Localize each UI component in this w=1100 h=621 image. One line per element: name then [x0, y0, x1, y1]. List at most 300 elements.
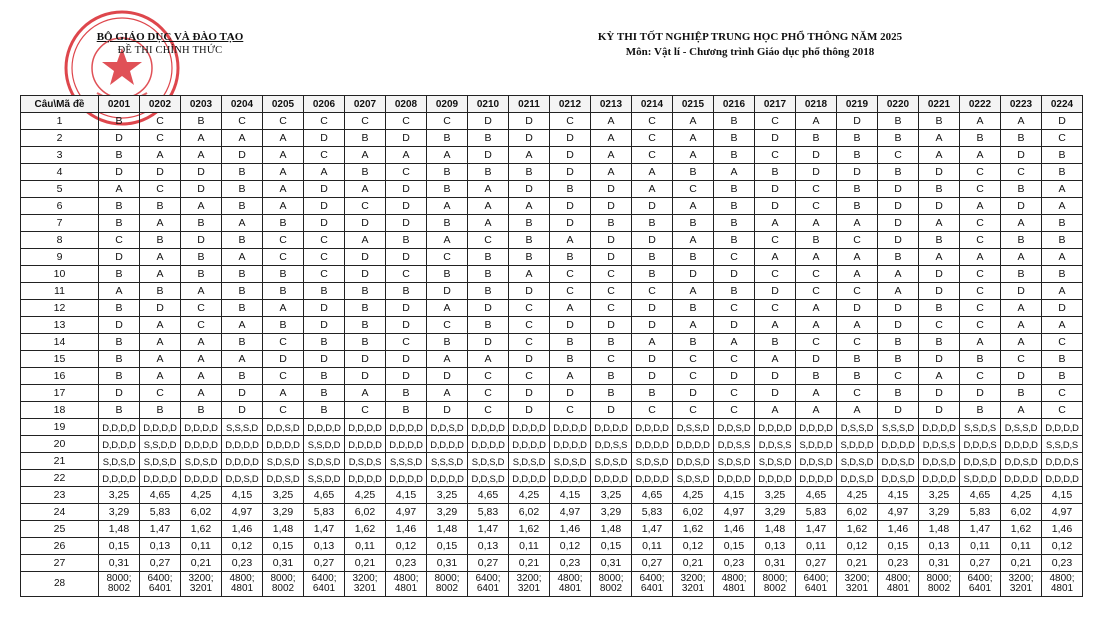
answer-cell: 4,97 — [1042, 504, 1083, 521]
answer-cell: B — [714, 181, 755, 198]
answer-cell: D — [796, 351, 837, 368]
answer-cell: D — [919, 385, 960, 402]
answer-cell: B — [222, 300, 263, 317]
answer-cell: B — [468, 317, 509, 334]
answer-cell: 4,97 — [714, 504, 755, 521]
answer-cell: 0,15 — [591, 538, 632, 555]
answer-cell: A — [222, 130, 263, 147]
answer-cell: D — [345, 368, 386, 385]
question-number: 20 — [21, 436, 99, 453]
answer-cell: A — [550, 232, 591, 249]
table-row — [21, 436, 1083, 453]
answer-cell: D — [509, 351, 550, 368]
answer-cell: C — [304, 232, 345, 249]
answer-cell: B — [222, 232, 263, 249]
exam-code-header: 0219 — [837, 96, 878, 113]
answer-cell: 0,11 — [181, 538, 222, 555]
exam-code-header: 0205 — [263, 96, 304, 113]
answer-cell: 0,15 — [714, 538, 755, 555]
answer-cell: D,D,D,D — [1001, 436, 1042, 453]
answer-cell: 4800; 4801 — [1042, 572, 1083, 597]
question-number: 27 — [21, 555, 99, 572]
exam-subject: Môn: Vật lí - Chương trình Giáo dục phổ thông 2018 — [625, 46, 875, 58]
answer-cell: D,D,D,D — [796, 470, 837, 487]
answer-cell: B — [427, 164, 468, 181]
answer-cell: A — [222, 249, 263, 266]
answer-cell: A — [673, 283, 714, 300]
answer-cell: D — [99, 130, 140, 147]
answer-cell: 4800; 4801 — [714, 572, 755, 597]
answer-cell: 0,27 — [304, 555, 345, 572]
table-row — [21, 266, 1083, 283]
answer-cell: 4,25 — [1001, 487, 1042, 504]
answer-cell: D — [304, 198, 345, 215]
answer-cell: 0,13 — [919, 538, 960, 555]
answer-cell: B — [673, 215, 714, 232]
answer-cell: S,S,S,D — [427, 453, 468, 470]
answer-cell: A — [796, 385, 837, 402]
answer-cell: D,D,D,D — [714, 470, 755, 487]
answer-cell: 0,13 — [304, 538, 345, 555]
answer-cell: A — [837, 266, 878, 283]
answer-cell: S,D,D,D — [796, 436, 837, 453]
exam-code-header: 0220 — [878, 96, 919, 113]
answer-cell: 1,62 — [181, 521, 222, 538]
answer-cell: C — [99, 232, 140, 249]
exam-code-header: 0223 — [1001, 96, 1042, 113]
answer-cell: B — [509, 232, 550, 249]
question-number: 2 — [21, 130, 99, 147]
question-number: 5 — [21, 181, 99, 198]
table-row — [21, 453, 1083, 470]
answer-cell: D,D,S,D — [960, 453, 1001, 470]
answer-cell: C — [837, 232, 878, 249]
answer-cell: A — [837, 402, 878, 419]
answer-cell: 3,25 — [427, 487, 468, 504]
answer-cell: C — [468, 232, 509, 249]
answer-cell: D,D,D,D — [181, 436, 222, 453]
answer-cell: B — [591, 368, 632, 385]
answer-cell: A — [386, 147, 427, 164]
answer-cell: C — [755, 232, 796, 249]
answer-cell: S,D,S,D — [673, 470, 714, 487]
answer-cell: D — [427, 402, 468, 419]
answer-cell: D — [632, 198, 673, 215]
answer-cell: A — [1001, 300, 1042, 317]
answer-cell: B — [878, 130, 919, 147]
answer-cell: 0,12 — [386, 538, 427, 555]
answer-cell: C — [796, 181, 837, 198]
question-number: 22 — [21, 470, 99, 487]
answer-cell: D,S,S,D — [673, 419, 714, 436]
answer-cell: C — [386, 266, 427, 283]
answer-cell: B — [1042, 368, 1083, 385]
answer-cell: C — [878, 147, 919, 164]
answer-cell: B — [386, 385, 427, 402]
answer-cell: D,D,D,D — [386, 436, 427, 453]
answer-cell: D,S,S,D — [1001, 419, 1042, 436]
answer-cell: A — [263, 130, 304, 147]
answer-cell: 4,65 — [140, 487, 181, 504]
answer-cell: 1,47 — [468, 521, 509, 538]
answer-cell: C — [755, 113, 796, 130]
answer-cell: A — [1001, 334, 1042, 351]
answer-cell: 0,27 — [796, 555, 837, 572]
answer-cell: 6400; 6401 — [140, 572, 181, 597]
answer-cell: 6400; 6401 — [796, 572, 837, 597]
answer-cell: 3,25 — [99, 487, 140, 504]
answer-cell: D — [263, 351, 304, 368]
answer-cell: A — [550, 368, 591, 385]
answer-cell: A — [99, 283, 140, 300]
table-row — [21, 215, 1083, 232]
answer-cell: B — [837, 351, 878, 368]
answer-cell: D,D,S,S — [714, 436, 755, 453]
answer-cell: D,D,D,D — [99, 470, 140, 487]
answer-cell: A — [673, 198, 714, 215]
answer-cell: 0,12 — [550, 538, 591, 555]
exam-code-header: 0213 — [591, 96, 632, 113]
answer-cell: C — [960, 215, 1001, 232]
answer-cell: B — [673, 164, 714, 181]
answer-cell: 1,47 — [304, 521, 345, 538]
answer-cell: A — [263, 300, 304, 317]
answer-cell: C — [304, 266, 345, 283]
answer-cell: 3200; 3201 — [509, 572, 550, 597]
answer-cell: B — [796, 130, 837, 147]
answer-cell: A — [1042, 317, 1083, 334]
answer-cell: B — [345, 283, 386, 300]
answer-cell: B — [427, 181, 468, 198]
answer-cell: D — [796, 164, 837, 181]
exam-code-header: 0222 — [960, 96, 1001, 113]
answer-cell: C — [755, 300, 796, 317]
answer-cell: B — [591, 385, 632, 402]
answer-cell: B — [919, 181, 960, 198]
answer-cell: D — [304, 215, 345, 232]
answer-cell: 1,48 — [427, 521, 468, 538]
answer-cell: B — [222, 181, 263, 198]
answer-cell: A — [714, 334, 755, 351]
answer-cell: C — [345, 402, 386, 419]
answer-cell: D — [386, 300, 427, 317]
answer-cell: A — [140, 368, 181, 385]
answer-cell: D,D,S,D — [263, 419, 304, 436]
answer-cell: D,D,D,D — [386, 419, 427, 436]
answer-cell: D — [509, 283, 550, 300]
answer-cell: B — [960, 351, 1001, 368]
answer-cell: 1,46 — [222, 521, 263, 538]
question-number: 23 — [21, 487, 99, 504]
answer-cell: D,D,D,D — [345, 436, 386, 453]
answer-cell: D — [468, 113, 509, 130]
answer-cell: 6,02 — [345, 504, 386, 521]
exam-code-header: 0211 — [509, 96, 550, 113]
answer-cell: B — [509, 164, 550, 181]
answer-cell: B — [263, 215, 304, 232]
answer-cell: B — [181, 249, 222, 266]
answer-cell: D,D,D,D — [878, 436, 919, 453]
answer-cell: 1,62 — [837, 521, 878, 538]
exam-title: KỲ THI TỐT NGHIỆP TRUNG HỌC PHỔ THÔNG NĂM 2025 — [597, 31, 903, 43]
answer-cell: 0,13 — [140, 538, 181, 555]
answer-cell: D,D,D,D — [1001, 470, 1042, 487]
answer-cell: A — [878, 283, 919, 300]
answer-cell: 3200; 3201 — [345, 572, 386, 597]
answer-cell: C — [960, 164, 1001, 181]
answer-cell: S,D,S,D — [509, 453, 550, 470]
answer-cell: 6,02 — [673, 504, 714, 521]
answer-cell: C — [304, 147, 345, 164]
answer-cell: B — [427, 130, 468, 147]
answer-cell: A — [427, 351, 468, 368]
answer-cell: B — [755, 334, 796, 351]
answer-cell: A — [1042, 181, 1083, 198]
answer-cell: B — [222, 198, 263, 215]
table-row — [21, 368, 1083, 385]
answer-cell: D — [509, 113, 550, 130]
answer-cell: 0,31 — [99, 555, 140, 572]
answer-cell: C — [222, 113, 263, 130]
answer-cell: 3,29 — [919, 504, 960, 521]
answer-cell: D — [345, 266, 386, 283]
answer-cell: A — [222, 351, 263, 368]
answer-cell: D — [304, 351, 345, 368]
answer-cell: B — [468, 249, 509, 266]
answer-cell: D — [673, 266, 714, 283]
answer-cell: D — [591, 181, 632, 198]
answer-cell: B — [427, 215, 468, 232]
answer-cell: D — [222, 402, 263, 419]
answer-cell: D — [1042, 300, 1083, 317]
answer-key-table — [20, 95, 1083, 597]
exam-code-header: 0207 — [345, 96, 386, 113]
answer-cell: B — [960, 402, 1001, 419]
answer-cell: D — [878, 317, 919, 334]
answer-cell: D — [427, 368, 468, 385]
exam-header — [540, 30, 960, 60]
answer-cell: 0,21 — [1001, 555, 1042, 572]
answer-cell: B — [919, 232, 960, 249]
answer-cell: D — [550, 215, 591, 232]
answer-cell: 3,29 — [99, 504, 140, 521]
answer-cell: B — [99, 402, 140, 419]
answer-cell: 4,15 — [878, 487, 919, 504]
table-row — [21, 334, 1083, 351]
answer-cell: B — [509, 215, 550, 232]
answer-cell: C — [427, 113, 468, 130]
answer-cell: D — [386, 317, 427, 334]
answer-cell: B — [714, 113, 755, 130]
answer-cell: 0,15 — [427, 538, 468, 555]
answer-cell: 4,97 — [550, 504, 591, 521]
answer-cell: A — [919, 215, 960, 232]
answer-cell: B — [222, 334, 263, 351]
answer-cell: B — [714, 147, 755, 164]
table-row — [21, 572, 1083, 597]
exam-code-header: 0209 — [427, 96, 468, 113]
answer-cell: 3200; 3201 — [1001, 572, 1042, 597]
answer-cell: 0,12 — [1042, 538, 1083, 555]
answer-cell: B — [99, 334, 140, 351]
answer-cell: 0,23 — [714, 555, 755, 572]
answer-cell: B — [550, 181, 591, 198]
answer-cell: D,D,D,D — [919, 470, 960, 487]
answer-cell: B — [386, 232, 427, 249]
answer-cell: D — [304, 181, 345, 198]
answer-cell: 0,31 — [591, 555, 632, 572]
answer-cell: 3,29 — [427, 504, 468, 521]
answer-cell: D — [1001, 147, 1042, 164]
answer-cell: C — [714, 402, 755, 419]
answer-cell: D,D,D,D — [99, 419, 140, 436]
answer-cell: B — [837, 181, 878, 198]
table-row — [21, 300, 1083, 317]
answer-cell: A — [140, 147, 181, 164]
answer-cell: C — [304, 113, 345, 130]
answer-cell: A — [591, 164, 632, 181]
answer-cell: B — [714, 215, 755, 232]
answer-cell: 0,21 — [673, 555, 714, 572]
answer-cell: 3200; 3201 — [181, 572, 222, 597]
answer-cell: D,D,S,D — [673, 453, 714, 470]
table-row — [21, 130, 1083, 147]
answer-cell: 0,27 — [632, 555, 673, 572]
answer-cell: D — [304, 317, 345, 334]
answer-cell: D,D,S,D — [222, 470, 263, 487]
answer-cell: C — [263, 402, 304, 419]
question-number: 3 — [21, 147, 99, 164]
answer-cell: B — [99, 113, 140, 130]
answer-cell: 1,46 — [386, 521, 427, 538]
question-number: 19 — [21, 419, 99, 436]
answer-cell: B — [878, 249, 919, 266]
answer-cell: D,D,D,D — [509, 436, 550, 453]
answer-cell: B — [1042, 164, 1083, 181]
answer-cell: B — [1042, 147, 1083, 164]
answer-cell: D,D,D,D — [796, 419, 837, 436]
answer-cell: D — [1001, 198, 1042, 215]
answer-cell: A — [427, 300, 468, 317]
exam-code-header: 0215 — [673, 96, 714, 113]
answer-cell: S,D,S,D — [550, 453, 591, 470]
answer-cell: 6400; 6401 — [960, 572, 1001, 597]
answer-cell: 0,23 — [222, 555, 263, 572]
answer-cell: A — [837, 317, 878, 334]
answer-cell: B — [468, 266, 509, 283]
answer-cell: C — [632, 283, 673, 300]
answer-cell: D — [591, 249, 632, 266]
answer-cell: D — [1042, 113, 1083, 130]
answer-cell: C — [673, 402, 714, 419]
answer-cell: A — [960, 147, 1001, 164]
question-number: 9 — [21, 249, 99, 266]
corner-header: Câu\Mã đề — [21, 96, 99, 113]
answer-cell: D — [632, 232, 673, 249]
answer-cell: A — [919, 130, 960, 147]
answer-cell: D — [755, 283, 796, 300]
table-row — [21, 504, 1083, 521]
answer-cell: C — [427, 249, 468, 266]
answer-cell: D,D,D,D — [263, 436, 304, 453]
answer-cell: C — [509, 334, 550, 351]
question-number: 1 — [21, 113, 99, 130]
answer-cell: 1,46 — [878, 521, 919, 538]
answer-cell: B — [919, 334, 960, 351]
answer-cell: A — [509, 198, 550, 215]
answer-cell: D — [345, 351, 386, 368]
answer-cell: 1,48 — [263, 521, 304, 538]
answer-cell: D,D,D,D — [1042, 419, 1083, 436]
answer-cell: A — [181, 130, 222, 147]
answer-cell: 0,27 — [468, 555, 509, 572]
answer-cell: 0,23 — [1042, 555, 1083, 572]
answer-cell: A — [673, 130, 714, 147]
answer-cell: S,D,S,D — [714, 453, 755, 470]
table-row — [21, 470, 1083, 487]
answer-cell: A — [427, 232, 468, 249]
answer-cell: 4800; 4801 — [222, 572, 263, 597]
answer-cell: 5,83 — [796, 504, 837, 521]
answer-cell: B — [714, 232, 755, 249]
answer-cell: D,D,S,D — [1001, 453, 1042, 470]
answer-cell: D — [632, 317, 673, 334]
answer-cell: D — [714, 317, 755, 334]
answer-cell: B — [99, 198, 140, 215]
answer-cell: C — [550, 283, 591, 300]
answer-cell: D — [632, 351, 673, 368]
answer-cell: B — [632, 266, 673, 283]
answer-cell: 0,21 — [345, 555, 386, 572]
answer-cell: B — [304, 402, 345, 419]
answer-cell: C — [837, 334, 878, 351]
answer-cell: B — [427, 334, 468, 351]
answer-cell: 0,12 — [222, 538, 263, 555]
answer-cell: D — [550, 147, 591, 164]
answer-cell: A — [140, 317, 181, 334]
answer-cell: B — [837, 198, 878, 215]
answer-cell: A — [960, 334, 1001, 351]
answer-cell: B — [181, 113, 222, 130]
answer-cell: 1,62 — [1001, 521, 1042, 538]
answer-cell: 0,21 — [509, 555, 550, 572]
answer-cell: B — [304, 283, 345, 300]
answer-cell: D,D,D,D — [919, 419, 960, 436]
answer-cell: D — [919, 351, 960, 368]
answer-cell: 1,62 — [673, 521, 714, 538]
answer-cell: A — [960, 198, 1001, 215]
answer-cell: C — [509, 300, 550, 317]
table-row — [21, 487, 1083, 504]
answer-cell: D,D,D,S — [1042, 453, 1083, 470]
answer-cell: 0,23 — [550, 555, 591, 572]
answer-cell: A — [263, 385, 304, 402]
answer-cell: D,D,D,D — [550, 436, 591, 453]
answer-cell: 4,15 — [550, 487, 591, 504]
answer-cell: A — [796, 317, 837, 334]
exam-code-header: 0202 — [140, 96, 181, 113]
answer-cell: B — [386, 402, 427, 419]
answer-cell: C — [960, 266, 1001, 283]
answer-cell: D,D,D,D — [1042, 470, 1083, 487]
answer-cell: S,D,S,D — [591, 453, 632, 470]
answer-cell: A — [837, 215, 878, 232]
answer-cell: A — [140, 266, 181, 283]
answer-cell: 3200; 3201 — [673, 572, 714, 597]
answer-cell: 0,13 — [468, 538, 509, 555]
answer-cell: 0,27 — [960, 555, 1001, 572]
answer-cell: C — [1042, 334, 1083, 351]
